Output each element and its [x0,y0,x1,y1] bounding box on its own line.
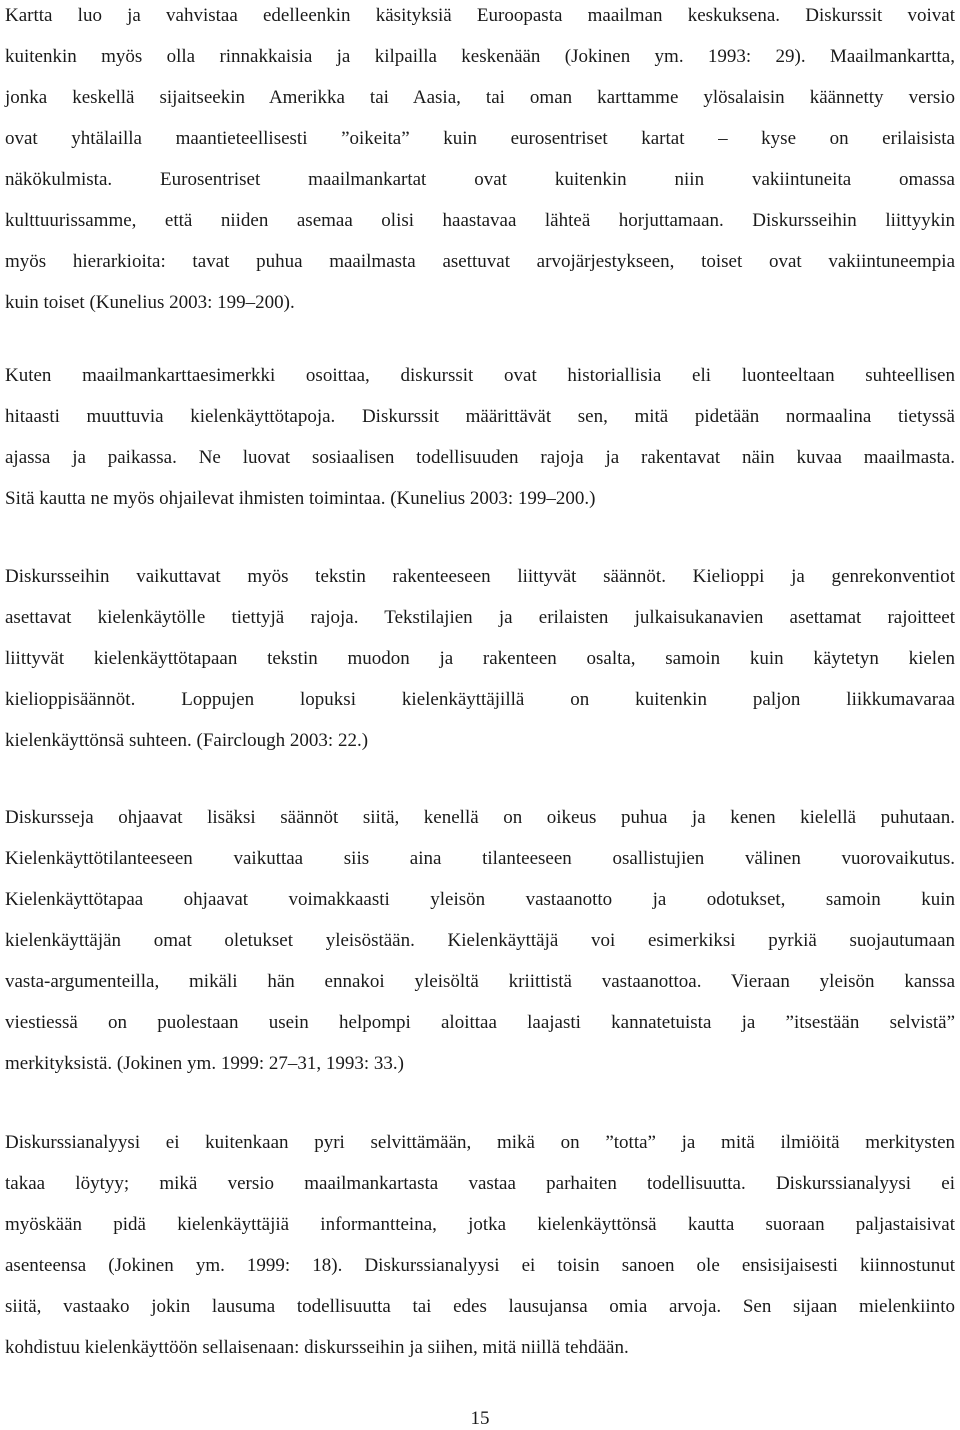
text-line: hitaasti muuttuvia kielenkäyttötapoja. Diskurssit määrittävät sen, mitä pidetään normaalina tietyssä [5,406,955,427]
text-line: Diskursseja ohjaavat lisäksi säännöt siitä, kenellä on oikeus puhua ja kenen kielellä puhutaan. [5,807,955,828]
text-line: kuitenkin myös olla rinnakkaisia ja kilpailla keskenään (Jokinen ym. 1993: 29). Maailmankartta, [5,46,955,67]
text-line: liittyvät kielenkäyttötapaan tekstin muodon ja rakenteen osalta, samoin kuin käytetyn kielen [5,648,955,669]
text-line: jonka keskellä sijaitseekin Amerikka tai Aasia, tai oman karttamme ylösalaisin käännetty versio [5,87,955,108]
text-line: Diskurssianalyysi ei kuitenkaan pyri selvittämään, mikä on ”totta” ja mitä ilmiöitä merkitysten [5,1132,955,1153]
text-line: asettavat kielenkäytölle tiettyjä rajoja. Tekstilajien ja erilaisten julkaisukanavien asettamat rajoitteet [5,607,955,628]
text-line: Kielenkäyttötilanteeseen vaikuttaa siis aina tilanteeseen osallistujien välinen vuorovaikutus. [5,848,955,869]
paragraph-5 [5,1122,955,1368]
text-line: myös hierarkioita: tavat puhua maailmasta asettuvat arvojärjestykseen, toiset ovat vakiintuneempia [5,251,955,272]
paragraph-4 [5,797,955,1084]
page-number: 15 [470,1408,490,1429]
text-line: ajassa ja paikassa. Ne luovat sosiaalisen todellisuuden rajoja ja rakentavat näin kuvaa maailmasta. [5,447,955,468]
text-line: Sitä kautta ne myös ohjailevat ihmisten toimintaa. (Kunelius 2003: 199–200.) [5,488,596,509]
text-line: kuin toiset (Kunelius 2003: 199–200). [5,292,295,313]
paragraph-3 [5,556,955,761]
text-line: kohdistuu kielenkäyttöön sellaisenaan: diskursseihin ja siihen, mitä niillä tehdään. [5,1337,629,1358]
text-line: kielenkäyttönsä suhteen. (Fairclough 2003: 22.) [5,730,369,751]
text-line: näkökulmista. Eurosentriset maailmankartat ovat kuitenkin niin vakiintuneita omassa [5,169,955,190]
text-line: Kielenkäyttötapaa ohjaavat voimakkaasti yleisön vastaanotto ja odotukset, samoin kuin [5,889,955,910]
text-line: myöskään pidä kielenkäyttäjiä informantteina, jotka kielenkäyttönsä kautta suoraan paljastaisivat [5,1214,955,1235]
paragraph-2 [5,355,955,519]
text-line: kulttuurissamme, että niiden asemaa olisi haastavaa lähteä horjuttamaan. Diskursseihin liittyykin [5,210,955,231]
text-line: takaa löytyy; mikä versio maailmankartasta vastaa parhaiten todellisuutta. Diskurssianalyysi ei [5,1173,955,1194]
text-line: viestiessä on puolestaan usein helpompi aloittaa laajasti kannatetuista ja ”itsestään selvistä” [5,1012,955,1033]
text-line: Kuten maailmankarttaesimerkki osoittaa, diskurssit ovat historiallisia eli luonteeltaan suhteellisen [5,365,955,386]
text-line: Diskursseihin vaikuttavat myös tekstin rakenteeseen liittyvät säännöt. Kielioppi ja genrekonventiot [5,566,955,587]
text-line: merkityksistä. (Jokinen ym. 1999: 27–31, 1993: 33.) [5,1053,404,1074]
text-line: ovat yhtälailla maantieteellisesti ”oikeita” kuin eurosentriset kartat – kyse on erilaisista [5,128,955,149]
text-line: vasta-argumenteilla, mikäli hän ennakoi yleisöltä kriittistä vastaanottoa. Vieraan yleisön kanssa [5,971,955,992]
text-line: Kartta luo ja vahvistaa edelleenkin käsityksiä Euroopasta maailman keskuksena. Diskurssit voivat [5,5,955,26]
text-line: asenteensa (Jokinen ym. 1999: 18). Diskurssianalyysi ei toisin sanoen ole ensisijaisesti kiinnostunut [5,1255,955,1276]
paragraph-1 [5,0,955,323]
text-line: siitä, vastaako jokin lausuma todellisuutta tai edes lausujansa omia arvoja. Sen sijaan mielenkiinto [5,1296,955,1317]
text-line: kielioppisäännöt. Loppujen lopuksi kielenkäyttäjillä on kuitenkin paljon liikkumavaraa [5,689,955,710]
text-line: kielenkäyttäjän omat oletukset yleisöstään. Kielenkäyttäjä voi esimerkiksi pyrkiä suojautumaan [5,930,955,951]
